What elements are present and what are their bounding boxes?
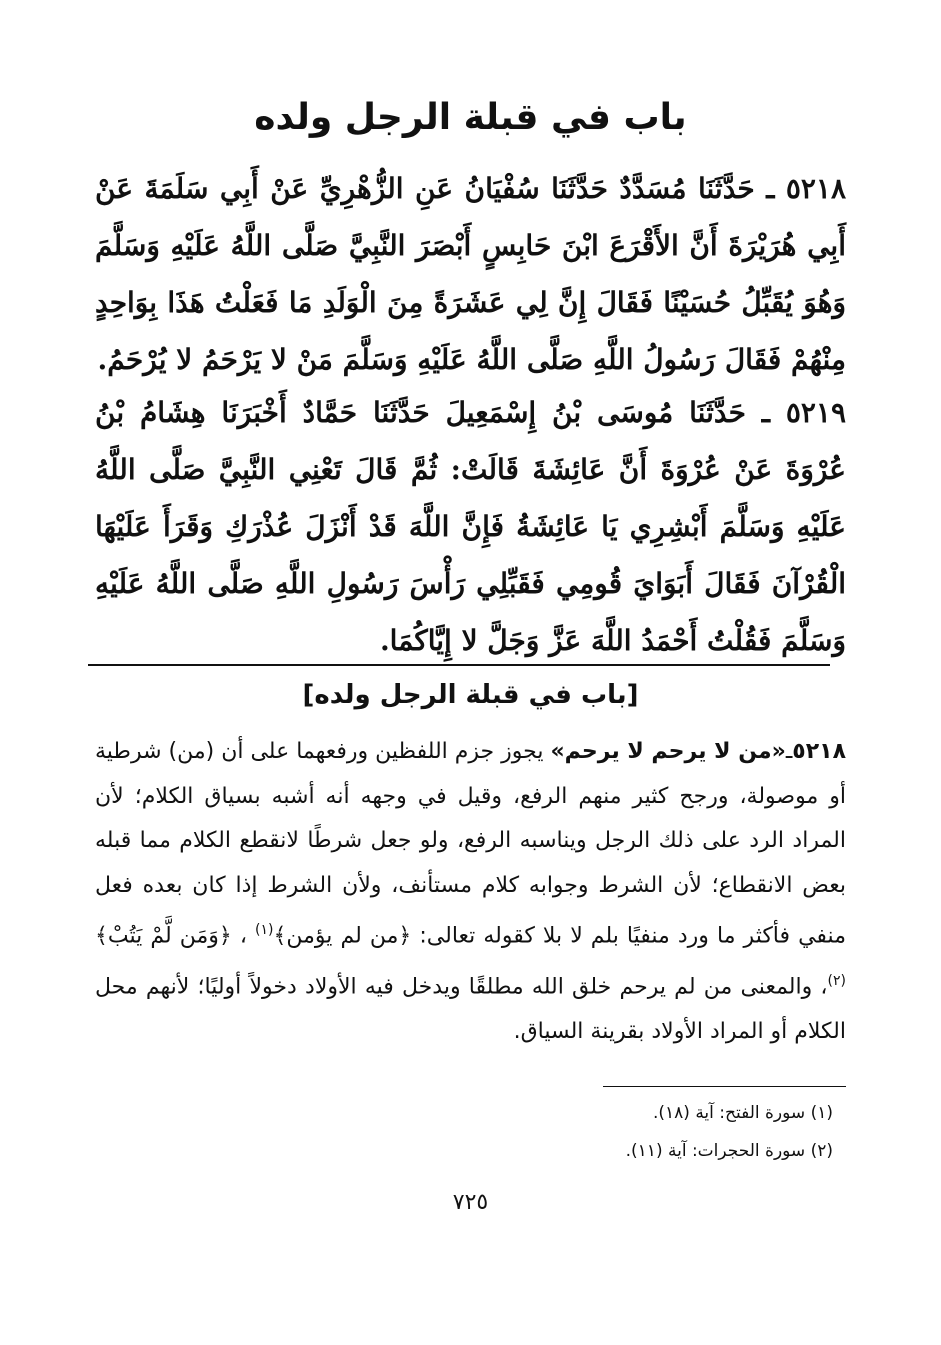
commentary-text: يجوز جزم اللفظين ورفعهما على أن (من) شرطية أو موصولة، ورجح كثير منهم الرفع، وقيل في وجهه أنه أشبه بسياق الكلام؛ لأن المراد الرد على ذلك الرجل ويناسبه الرفع، ولو جعل شرطًا لانقطع الكلام مما قبله بعض الانقطاع؛ لأن الشرط وجوابه كلام مستأنف، ولأن الشرط إذا كان بعده فعل منفي فأكثر ما ورد منفيًا بلم لا بلا كقوله تعالى: ﴿من لم يؤمن﴾ [95, 739, 846, 949]
hadith-number: ٥٢١٩ [785, 396, 846, 429]
hadith-number: ٥٢١٨ [785, 172, 846, 205]
hadith-dash: ـ [761, 396, 770, 429]
commentary-title: [باب في قبلة الرجل ولده] [302, 680, 639, 710]
footnote: (٢) سورة الحجرات: آية (١١). [625, 1141, 833, 1161]
page-number: ٧٢٥ [452, 1190, 489, 1215]
commentary-lemma: «من لا يرحم لا يرحم» [550, 739, 786, 764]
hadith-text: حَدَّثَنَا مُوسَى بْنُ إِسْمَعِيلَ حَدَّثَنَا حَمَّادٌ أَخْبَرَنَا هِشَامُ بْنُ عُرْوَةَ عَنْ عُرْوَةَ أَنَّ عَائِشَةَ قَالَتْ: ثُمَّ قَالَ تَعْنِي النَّبِيَّ صَلَّى اللَّهُ عَلَيْهِ وَسَلَّمَ أَبْشِرِي يَا عَائِشَةُ فَإِنَّ اللَّهَ قَدْ أَنْزَلَ عُذْرَكِ وَقَرَأَ عَلَيْهَا الْقُرْآنَ فَقَالَ أَبَوَايَ قُومِي فَقَبِّلِي رَأْسَ رَسُولِ اللَّهِ صَلَّى اللَّهُ عَلَيْهِ وَسَلَّمَ فَقُلْتُ أَحْمَدُ اللَّهَ عَزَّ وَجَلَّ لا إِيَّاكُمَا. [95, 396, 847, 657]
footnote-divider [603, 1086, 846, 1087]
footnote-ref: (٢) [827, 972, 846, 989]
commentary-dash: ـ [785, 739, 793, 764]
commentary-number: ٥٢١٨ [792, 739, 846, 764]
commentary-text: ، ﴿وَمَن لَّمْ يَتُبْ﴾ [95, 923, 247, 949]
commentary-text: ، والمعنى من لم يرحم خلق الله مطلقًا ويدخل فيه الأولاد دخولاً أوليًا؛ لأنهم محل الكلام أو المراد الأولاد بقرينة السياق. [95, 974, 846, 1044]
hadith-paragraph [95, 160, 846, 388]
hadith-dash: ـ [766, 172, 775, 205]
hadith-text: حَدَّثَنَا مُسَدَّدٌ حَدَّثَنَا سُفْيَانُ عَنِ الزُّهْرِيِّ عَنْ أَبِي سَلَمَةَ عَنْ أَبِي هُرَيْرَةَ أَنَّ الأَقْرَعَ ابْنَ حَابِسٍ أَبْصَرَ النَّبِيَّ صَلَّى اللَّهُ عَلَيْهِ وَسَلَّمَ وَهُوَ يُقَبِّلُ حُسَيْنًا فَقَالَ إِنَّ لِي عَشَرَةً مِنَ الْوَلَدِ مَا فَعَلْتُ هَذَا بِوَاحِدٍ مِنْهُمْ فَقَالَ رَسُولُ اللَّهِ صَلَّى اللَّهُ عَلَيْهِ وَسَلَّمَ مَنْ لا يَرْحَمُ لا يُرْحَمُ. [95, 172, 846, 376]
footnote-ref: (١) [255, 922, 274, 938]
section-divider [88, 664, 830, 666]
chapter-title: باب في قبلة الرجل ولده [254, 97, 687, 138]
commentary-paragraph [95, 730, 846, 1054]
footnote: (١) سورة الفتح: آية (١٨). [652, 1103, 833, 1123]
hadith-paragraph [95, 384, 846, 669]
